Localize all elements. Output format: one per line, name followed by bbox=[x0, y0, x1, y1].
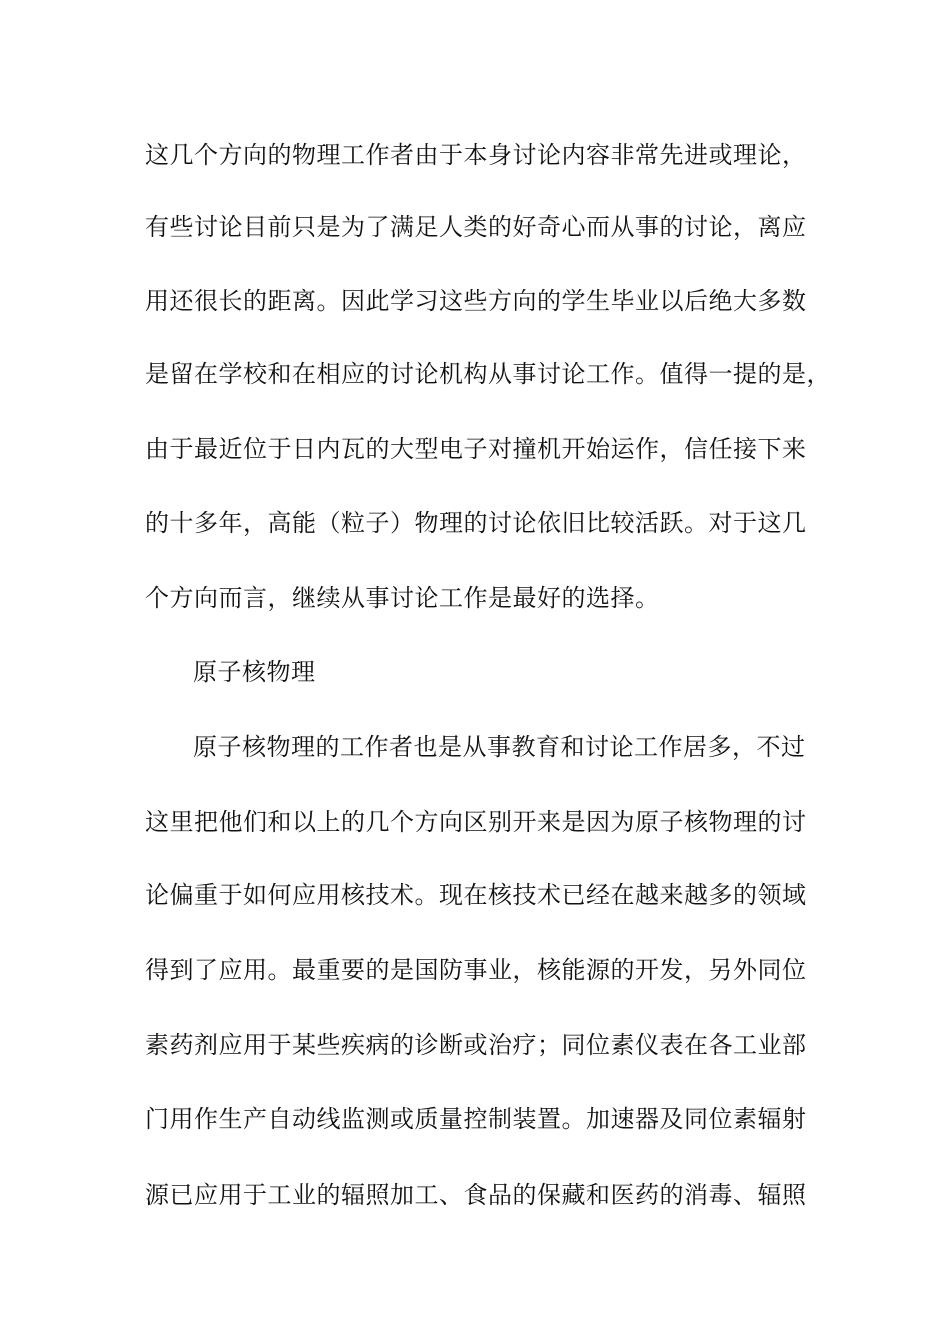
body-text-line: 是留在学校和在相应的讨论机构从事讨论工作。值得一提的是， bbox=[145, 360, 831, 388]
body-text-line: 素药剂应用于某些疾病的诊断或治疗；同位素仪表在各工业部 bbox=[145, 1031, 807, 1059]
body-text-line: 由于最近位于日内瓦的大型电子对撞机开始运作，信任接下来 bbox=[145, 435, 807, 463]
section-heading: 原子核物理 bbox=[193, 658, 316, 686]
body-text-line: 门用作生产自动线监测或质量控制装置。加速器及同位素辐射 bbox=[145, 1105, 807, 1133]
body-text-line: 论偏重于如何应用核技术。现在核技术已经在越来越多的领域 bbox=[145, 881, 807, 909]
body-text-line: 个方向而言，继续从事讨论工作是最好的选择。 bbox=[145, 584, 660, 612]
body-text-line: 这里把他们和以上的几个方向区别开来是因为原子核物理的讨 bbox=[145, 808, 807, 836]
body-text-line: 有些讨论目前只是为了满足人类的好奇心而从事的讨论，离应 bbox=[145, 213, 807, 241]
body-text-line: 的十多年，高能（粒子）物理的讨论依旧比较活跃。对于这几 bbox=[145, 509, 807, 537]
body-text-line: 原子核物理的工作者也是从事教育和讨论工作居多，不过 bbox=[193, 733, 806, 761]
body-text-line: 这几个方向的物理工作者由于本身讨论内容非常先进或理论， bbox=[145, 141, 807, 169]
body-text-line: 得到了应用。最重要的是国防事业，核能源的开发，另外同位 bbox=[145, 956, 807, 984]
body-text-line: 源已应用于工业的辐照加工、食品的保藏和医药的消毒、辐照 bbox=[145, 1181, 807, 1209]
body-text-line: 用还很长的距离。因此学习这些方向的学生毕业以后绝大多数 bbox=[145, 287, 807, 315]
